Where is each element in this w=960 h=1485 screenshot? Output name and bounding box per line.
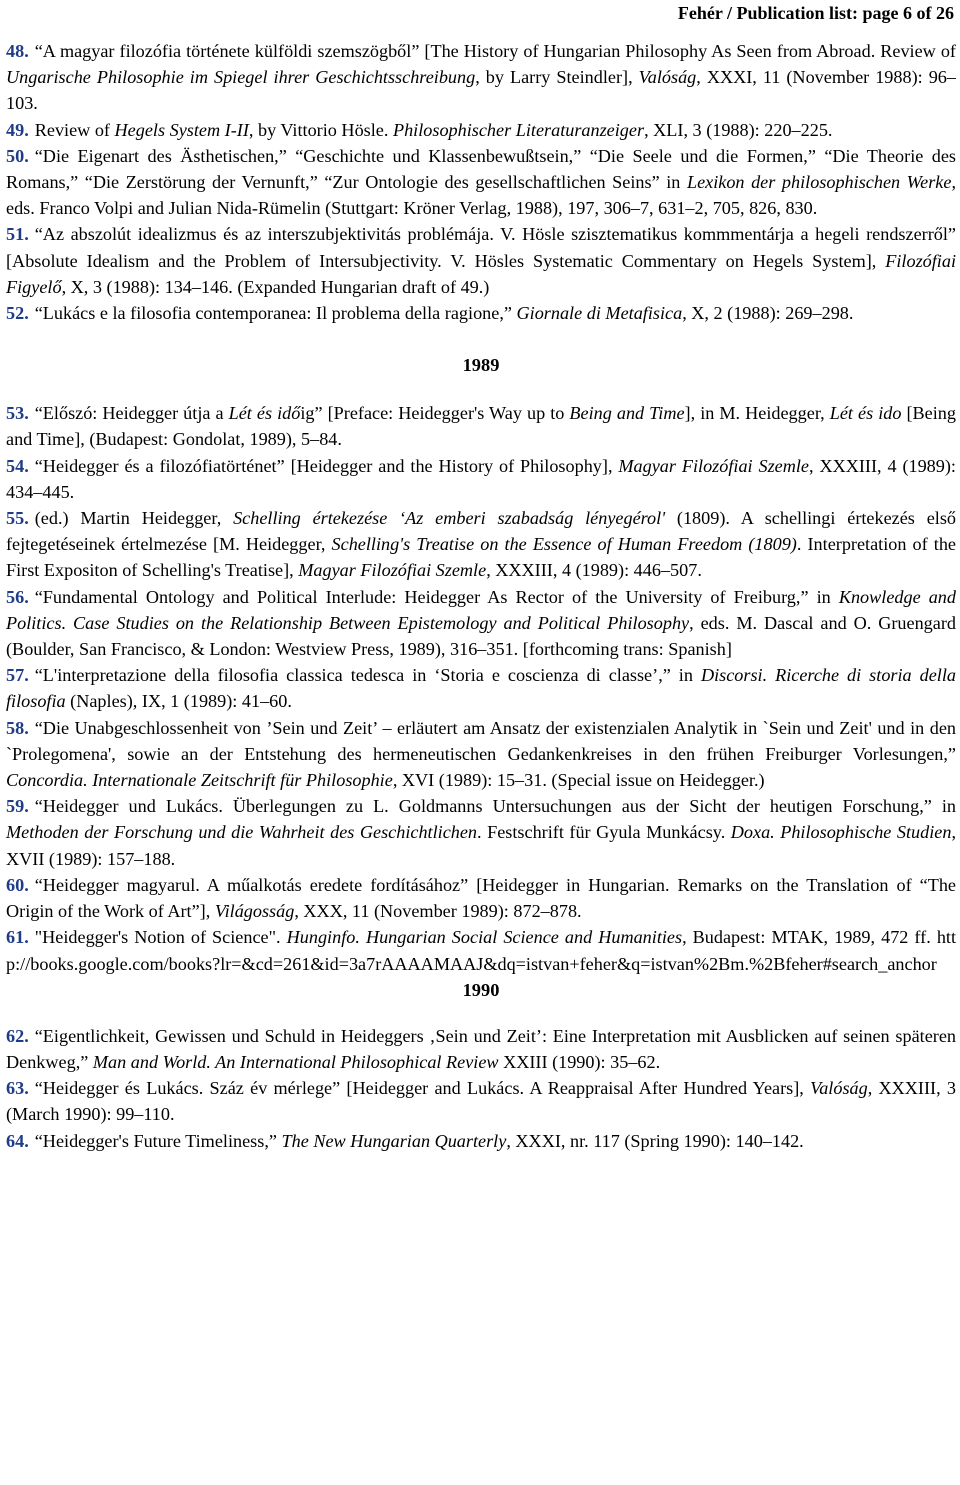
entry-text: . Interpretation of the First Expositon of Schelling's Treatise], <box>6 534 956 581</box>
entry-text: , XVI (1989): 15–31. (Special issue on Heidegger.) <box>392 770 765 791</box>
entry-text: , eds. Franco Volpi and Julian Nida-Rümelin (Stuttgart: Kröner Verlag, 1988), 197, 306–7, 631–2, 705, 826, 830. <box>6 172 956 219</box>
entry-text: , XXXI, nr. 117 (Spring 1990): 140–142. <box>506 1130 804 1151</box>
entry-italic-title: Filozófiai Figyelő <box>6 250 956 297</box>
entry-text: , XXXIII, 4 (1989): 434–445. <box>6 455 956 502</box>
bibliography-entry <box>6 143 956 222</box>
entry-text: “Lukács e la filosofia contemporanea: Il problema della ragione,” <box>34 303 517 324</box>
entry-italic-title: Philosophischer Literaturanzeiger <box>392 119 645 140</box>
bibliography-entry <box>6 924 956 976</box>
entry-text: , XXXIII, 3 (March 1990): 99–110. <box>6 1078 956 1125</box>
entry-number: 49. <box>6 119 29 140</box>
entry-text: “Heidegger's Future Timeliness,” <box>34 1130 282 1151</box>
entry-text: (1809). A schellingi értekezés első fejtegetéseinek értelmezése [M. Heidegger, <box>6 508 956 555</box>
entry-number: 50. <box>6 145 29 166</box>
entry-number: 61. <box>6 927 29 948</box>
entry-number: 56. <box>6 586 29 607</box>
bibliography-entry <box>6 1128 956 1154</box>
entries-1988 <box>6 38 956 326</box>
entry-italic-title: Knowledge and Politics. Case Studies on the Relationship Between Epistemology and Political Philosophy <box>6 586 956 633</box>
entry-text: "Heidegger's Notion of Science". <box>34 927 287 948</box>
entry-text: ], in M. Heidegger, <box>684 403 830 424</box>
entry-italic-title: The New Hungarian Quarterly <box>281 1130 507 1151</box>
entry-text: , eds. M. Dascal and O. Gruengard (Boulder, San Francisco, & London: Westview Press, 1989), 316–351. [forthcoming trans: Spanish] <box>6 612 957 660</box>
entry-text: , XVII (1989): 157–188. <box>6 822 956 869</box>
entry-number: 63. <box>6 1078 29 1099</box>
bibliography-entry <box>6 1075 956 1127</box>
entry-text: , X, 3 (1988): 134–146. (Expanded Hungarian draft of 49.) <box>61 276 490 297</box>
entry-number: 52. <box>6 303 29 324</box>
entry-text: “Heidegger und Lukács. Überlegungen zu L. Goldmanns Untersuchungen aus der Sicht der heutigen Forschung,” in <box>34 796 956 817</box>
entry-text: , XXXI, 11 (November 1988): 96–103. <box>6 67 956 114</box>
entries-1990 <box>6 1023 956 1154</box>
entry-number: 53. <box>6 403 29 424</box>
entry-italic-title: Hunginfo. Hungarian Social Science and Humanities <box>286 927 683 948</box>
year-heading-1990: 1990 <box>462 979 500 1000</box>
bibliography-entry <box>6 872 956 924</box>
entry-number: 59. <box>6 796 29 817</box>
entries-1989 <box>6 400 956 976</box>
entry-italic-title: Ungarische Philosophie im Spiegel ihrer Geschichtsschreibung <box>6 67 476 88</box>
entry-text: , XLI, 3 (1988): 220–225. <box>644 119 833 140</box>
entry-text: , by Larry Steindler], <box>475 67 639 88</box>
entry-text: “Előszó: Heidegger útja a <box>34 403 229 424</box>
entry-italic-title: Lét és idő <box>228 403 301 424</box>
bibliography-entry <box>6 715 956 794</box>
entry-text: , X, 2 (1988): 269–298. <box>682 303 854 324</box>
entry-italic-title: Világosság <box>214 901 295 922</box>
entry-italic-title: Magyar Filozófiai Szemle <box>618 455 809 476</box>
bibliography-entry <box>6 117 956 143</box>
entry-number: 48. <box>6 41 29 61</box>
entry-number: 54. <box>6 455 29 476</box>
entry-text: , by Vittorio Hösle. <box>248 119 393 140</box>
bibliography-entry <box>6 584 956 663</box>
entry-number: 51. <box>6 224 29 245</box>
bibliography-entry <box>6 662 956 714</box>
entry-italic-title: Lét és ido <box>829 403 902 424</box>
entry-text: “L'interpretazione della filosofia classica tedesca in ‘Storia e coscienza di classe’,” in <box>34 665 701 686</box>
entry-italic-title: Valóság <box>810 1078 868 1099</box>
entry-text: “A magyar filozófia története külföldi szemszögből” [The History of Hungarian Philosophy As Seen from Abroad. Review of <box>34 41 956 61</box>
entry-italic-title: Giornale di Metafisica <box>516 303 683 324</box>
bibliography-entry <box>6 793 956 872</box>
entry-text: (Naples), IX, 1 (1989): 41–60. <box>65 691 292 712</box>
entry-url[interactable]: http://books.google.com/books?lr=&cd=261&id=3a7rAAAAMAAJ&dq=istvan+feher&q=istvan%2Bm.%2Bfeher#search_anchor <box>6 927 957 974</box>
year-heading-1989: 1989 <box>462 355 500 376</box>
entry-italic-title: Magyar Filozófiai Szemle <box>298 560 487 581</box>
entry-italic-title: Being and Time <box>569 403 685 424</box>
entry-italic-title: Schelling's Treatise on the Essence of Human Freedom (1809) <box>331 534 797 555</box>
entry-text: , XXX, 11 (November 1989): 872–878. <box>294 901 582 922</box>
bibliography-entry <box>6 1023 956 1075</box>
entry-italic-title: Schelling értekezése ‘Az emberi szabadság lényegérol' <box>233 508 666 529</box>
entry-text: [Being and Time], (Budapest: Gondolat, 1989), 5–84. <box>6 403 956 450</box>
bibliography-entry <box>6 221 956 300</box>
entry-number: 58. <box>6 717 29 738</box>
entry-text: XXIII (1990): 35–62. <box>498 1051 661 1072</box>
entry-text: ig” [Preface: Heidegger's Way up to <box>300 403 570 424</box>
bibliography-entry <box>6 38 956 117</box>
entry-text: “Heidegger és Lukács. Száz év mérlege” [Heidegger and Lukács. A Reappraisal After Hundred Years], <box>34 1078 811 1099</box>
entry-number: 60. <box>6 874 29 895</box>
entry-italic-title: Concordia. Internationale Zeitschrift für Philosophie <box>6 770 393 791</box>
bibliography-entry <box>6 300 956 326</box>
entry-text: . Festschrift für Gyula Munkácsy. <box>477 822 731 843</box>
entry-italic-title: Discorsi. Ricerche di storia della filosofia <box>6 665 956 712</box>
entry-text: “Die Eigenart des Ästhetischen,” “Geschichte und Klassenbewußtsein,” “Die Seele und die Formen,” “Die Theorie des Romans,” “Die Zerstörung der Vernunft,” “Zur Ontologie des gesellschaftlichen Seins” in <box>6 145 956 193</box>
entry-italic-title: Lexikon der philosophischen Werke <box>686 172 952 193</box>
bibliography-entry <box>6 400 956 452</box>
bibliography-entry <box>6 453 956 505</box>
entry-italic-title: Valóság <box>638 67 697 88</box>
entry-italic-title: Hegels System I-II <box>114 119 249 140</box>
entry-text: , XXXIII, 4 (1989): 446–507. <box>486 560 702 581</box>
entry-text: , Budapest: MTAK, 1989, 472 ff. <box>682 927 937 948</box>
bibliography-entry <box>6 505 956 584</box>
entry-text: “Heidegger és a filozófiatörténet” [Heidegger and the History of Philosophy], <box>34 455 619 476</box>
entry-number: 57. <box>6 665 29 686</box>
entry-text: “Az abszolút idealizmus és az interszubjektivitás problémája. V. Hösle szisztematikus kommmentárja a hegeli rendszerről” [Absolute Idealism and the Problem of Intersubjectivity. V. Hösles Systematic Commentary on Hegels System], <box>6 224 956 271</box>
entry-text: “Die Unabgeschlossenheit von ’Sein und Zeit’ – erläutert am Ansatz der existenzialen Analytik in `Sein und Zeit' und in den `Prolegomena', sowie an der Entstehung des hermeneutischen Gedankenkreises in den frühen Freiburger Vorlesungen,” <box>6 717 956 764</box>
entry-italic-title: Man and World. An International Philosophical Review <box>92 1051 499 1072</box>
entry-text: Review of <box>34 119 115 140</box>
entry-number: 64. <box>6 1130 29 1151</box>
entry-text: “Heidegger magyarul. A műalkotás eredete fordításához” [Heidegger in Hungarian. Remarks on the Translation of “The Origin of the Work of Art”], <box>6 874 956 922</box>
entry-number: 62. <box>6 1025 29 1046</box>
entry-number: 55. <box>6 508 29 529</box>
running-header: Fehér / Publication list: page 6 of 26 <box>677 3 954 23</box>
entry-text: (ed.) Martin Heidegger, <box>34 508 234 529</box>
entry-text: “Fundamental Ontology and Political Interlude: Heidegger As Rector of the University of Freiburg,” in <box>34 586 839 607</box>
entry-text: “Eigentlichkeit, Gewissen und Schuld in Heideggers ‚Sein und Zeit’: Eine Interpretation mit Ausblicken auf seinen späteren Denkweg,” <box>6 1025 956 1072</box>
entry-italic-title: Doxa. Philosophische Studien <box>730 822 952 843</box>
entry-italic-title: Methoden der Forschung und die Wahrheit des Geschichtlichen <box>6 822 478 843</box>
